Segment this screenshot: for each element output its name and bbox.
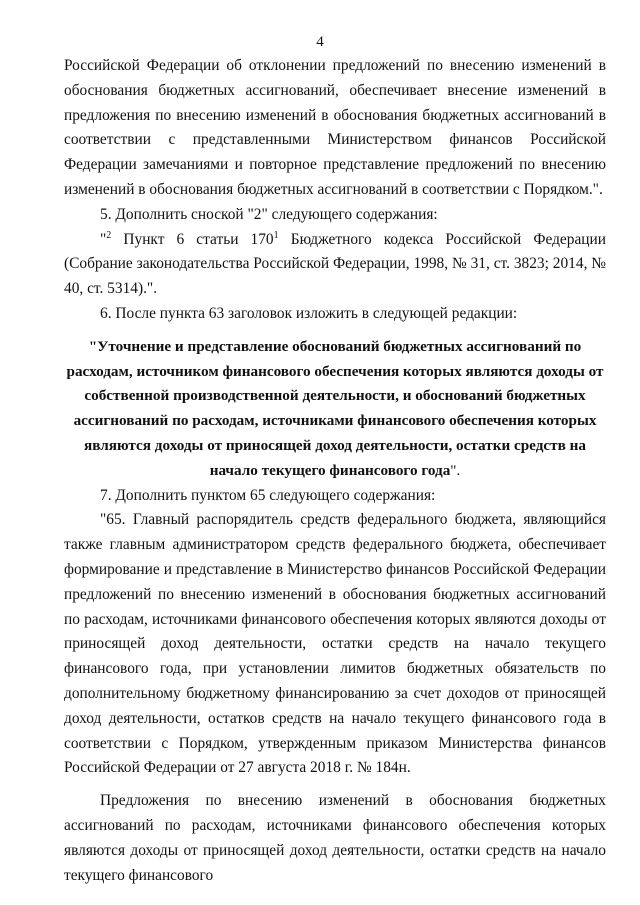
paragraph-item-6: 6. После пункта 63 заголовок изложить в следующей редакции: (100, 304, 518, 322)
footnote-text-b: Бюджетного кодекса Российской Федерации (Собрание законодательства Российской Федерации, 1998, № 31, ст. 3823; 2014, № 40, ст. 5314).". (64, 230, 606, 298)
paragraph-item-65: "65. Главный распорядитель средств федерального бюджета, являющийся также главным администратором средств федерального бюджета, обеспечивает формирование и представление в Министерство финансов Российской Федерации предложений по внесению изменений в обоснования бюджетных ассигнований по расходам, источниками финансового обеспечения которых являются доходы от приносящей доход деятельности, остатки средств на начало текущего финансового года, при установлении лимитов бюджетных обязательств по дополнительному бюджетному финансированию за счет доходов от приносящей доход деятельности, остатков средств на начало текущего финансового года в соответствии с Порядком, утвержденным приказом Министерства финансов Российской Федерации от 27 августа 2018 г. № 184н. (64, 511, 606, 777)
paragraph-item-5: 5. Дополнить сноской "2" следующего содержания: (100, 205, 438, 223)
paragraph-continuation: Российской Федерации об отклонении предложений по внесению изменений в обоснования бюджетных ассигнований, обеспечивает внесение изменений в предложения по внесению изменений в обоснования бюджетных ассигнований в соответствии с представленными Министерством финансов Российской Федерации замечаниями и повторное представление предложений по внесению изменений в обоснования бюджетных ассигнований в соответствии с Порядком.". (64, 57, 606, 198)
footnote-open-quote: " (100, 230, 107, 248)
document-body (64, 54, 606, 888)
heading-text: Уточнение и представление обоснований бюджетных ассигнований по расходам, источником финансового обеспечения которых являются доходы от собственной производственной деятельности, и обоснований бюджетных ассигнований по расходам, источниками финансового обеспечения которых являются доходы от приносящей доход деятельности, остатки средств на начало текущего финансового года (66, 337, 604, 479)
article-superscript: 1 (273, 229, 279, 241)
page-number: 4 (316, 34, 324, 50)
heading-close-quote: ". (450, 461, 461, 479)
paragraph-proposals: Предложения по внесению изменений в обоснования бюджетных ассигнований по расходам, источниками финансового обеспечения которых являются доходы от приносящей доход деятельности, остатки средств на начало текущего финансового (64, 792, 606, 884)
heading-open-quote: " (88, 337, 98, 355)
footnote-mark: 2 (106, 229, 112, 241)
footnote-text-a: Пункт 6 статьи 170 (111, 230, 274, 248)
section-heading (64, 335, 606, 484)
paragraph-item-7: 7. Дополнить пунктом 65 следующего содержания: (100, 486, 436, 504)
paragraph-footnote (64, 228, 606, 302)
